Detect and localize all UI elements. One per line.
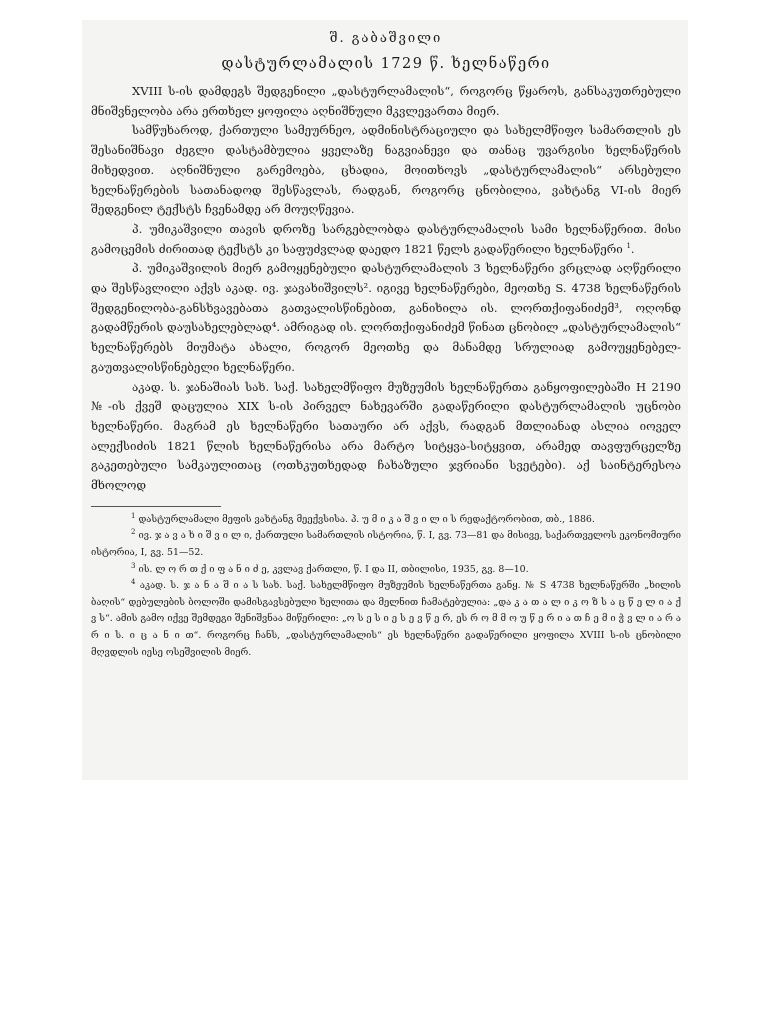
scanned-page bbox=[82, 20, 688, 780]
footnote-text: დასტურლამალი მეფის ვახტანგ მეექვსისა. პ. უ მ ი კ ა შ ვ ი ლ ი ს რედაქტორობით, თბ., 1886. bbox=[138, 513, 595, 525]
article-body bbox=[91, 82, 681, 496]
footnote-text: აკად. ს. ჯ ა ნ ა შ ი ა ს სახ. საქ. სახელმწიფო მუზეუმის ხელნაწერთა განყ. № S 4738 ხელნაწერში „ხილის ბაღის“ დებულების ბოლოში დამისგავსებული ხელითა და მელნით ჩამატებულია: „და კ ა თ ა ლ ი კ ო ზ ს ა ც წ ე ლ ი ა ქ ვ ს“. ამის გამო იქვე შემდეგი შენიშვნაა მიწერილი: „ო ს ე ს ი ე ს ე ვ წ ე რ, ეს რ ო მ მ ო უ წ ე რ ი ა თ ჩ ე მ ი ჭ ვ ლ ი ა რ ა რ ი ს. ი ც ა ნ ი თ“. როგორც ჩანს, „დასტურლამალის“ ეს ხელნაწერი გადაწერილი ყოფილა XVIII ს-ის ცნობილი მღვდლის იესე ოსეშვილის მიერ. bbox=[91, 580, 681, 658]
paragraph bbox=[91, 82, 681, 121]
footnote-mark: 3 bbox=[131, 561, 136, 570]
footnotes bbox=[91, 512, 681, 661]
footnote-mark: 4 bbox=[131, 578, 136, 587]
running-head: შ. გაბაშვილი bbox=[329, 31, 443, 46]
paragraph bbox=[91, 378, 681, 496]
paragraph bbox=[91, 259, 681, 377]
footnote bbox=[91, 562, 681, 579]
footnote bbox=[91, 578, 681, 661]
footnote-text: ივ. ჯ ა ვ ა ხ ი შ ვ ი ლ ი, ქართული სამართლის ისტორია, წ. I, გვ. 73—81 და მისივე, საქართველოს ეკონომიური ისტორია, I, გვ. 51—52. bbox=[91, 530, 681, 558]
paragraph-text: პ. უმიკაშვილის მიერ გამოყენებული დასტურლამალის 3 ხელნაწერი ვრცლად აღწერილი და შესწავლილი აქვს აკად. ივ. ჯავახიშვილს². იგივე ხელნაწერები, მეოთხე S. 4738 ხელნაწერის შედგენილობა-განსხვავებათა გათვალისწინებით, განიხილა ის. ლორთქიფანიძემ³, ოღონდ გადამწერის დაუსახელებლად⁴. ამრიგად ის. ლორთქიფანიძემ წინათ ცნობილ „დასტურლამალის“ ხელნაწერებს მიუმატა ახალი, როგორ მეოთხე და მანამდე სრულიად გამოუყენებელ-გაუთვალისწინებელი ხელნაწერი. bbox=[91, 261, 681, 374]
footnote-ref: 1 bbox=[626, 241, 631, 250]
footnote-mark: 2 bbox=[131, 528, 136, 537]
paragraph bbox=[91, 121, 681, 220]
paragraph bbox=[91, 220, 681, 259]
paragraph-tail: . bbox=[630, 241, 635, 256]
article-title: დასტურლამალის 1729 წ. ხელნაწერი bbox=[221, 56, 551, 72]
footnote bbox=[91, 512, 681, 529]
footnote-divider bbox=[91, 506, 221, 507]
footnote-mark: 1 bbox=[131, 511, 136, 520]
paragraph-text: XVIII ს-ის დამდეგს შედგენილი „დასტურლამალის“, როგორც წყაროს, განსაკუთრებული მნიშვნელობა არა ერთხელ ყოფილა აღნიშნული მკვლევართა მიერ. bbox=[91, 84, 681, 118]
footnote-text: ის. ლ ო რ თ ქ ი ფ ა ნ ი ძ ე, კვლავ ქართლი, წ. I და II, თბილისი, 1935, გვ. 8—10. bbox=[138, 563, 529, 575]
paragraph-text: პ. უმიკაშვილი თავის დროზე სარგებლობდა დასტურლამალის სამი ხელნაწერით. მისი გამოცემის ძირითად ტექსტს კი საფუძვლად დაედო 1821 წელს გადაწერილი ხელნაწერი bbox=[91, 221, 681, 256]
paragraph-text: სამწუხაროდ, ქართული სამეურნეო, ადმინისტრაციული და სახელმწიფო სამართლის ეს შესანიშნავი ძეგლი დასტამბულია ყველაზე ნაგვიანევი და თანაც უვარგისი ხელნაწერის მიხედვით. აღნიშნული გარემოება, ცხადია, მოითხოვს „დასტურლამალის“ არსებული ხელნაწერების სათანადოდ შესწავლას, რადგან, როგორც ცნობილია, ვახტანგ VI-ის მიერ შედგენილ ტექსტს ჩვენამდე არ მოუღწევია. bbox=[91, 123, 681, 217]
footnote bbox=[91, 528, 681, 561]
paragraph-text: აკად. ს. ჯანაშიას სახ. საქ. სახელმწიფო მუზეუმის ხელნაწერთა განყოფილებაში H 2190 №-ის ქვეშ დაცულია XIX ს-ის პირველ ნახევარში გადაწერილი დასტურლამალის უცნობი ხელნაწერი. მაგრამ ეს ხელნაწერი სათაური არ აქვს, რადგან მთლიანად ასლია იოველ ალექსიძის 1821 წლის ხელნაწერისა არა მარტო სიტყვა-სიტყვით, არამედ თავფურცელზე გაკეთებული სამკაულითაც (ოთხკუთხედად ჩახაზული ჯვრიანი სვეტები). აქ საინტერესოა მხოლოდ bbox=[91, 379, 681, 493]
